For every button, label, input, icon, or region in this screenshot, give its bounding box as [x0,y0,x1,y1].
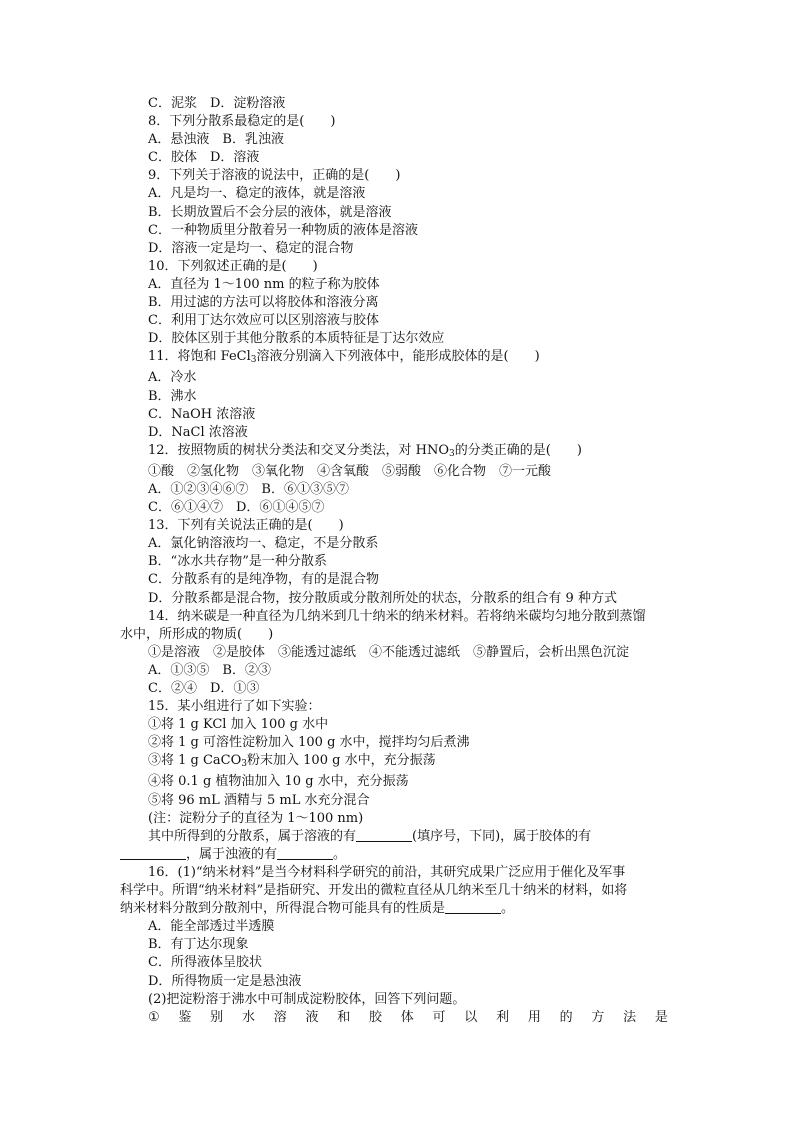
text-line: C．⑥①④⑦ D．⑥①④⑤⑦ [148,500,325,516]
text-line [120,900,668,918]
text-line: (注：淀粉分子的直径为 1～100 nm) [148,810,364,826]
text-line: A．悬浊液 B．乳浊液 [148,132,284,148]
text-line: A．冷水 [148,370,197,386]
text-line: C．胶体 D．溶液 [148,150,260,166]
text-line: A．直径为 1～100 nm 的粒子称为胶体 [148,276,380,292]
question-16: 16．(1)“纳米材料”是当今材料科学研究的前沿，其研究成果广泛应用于催化及军事 [148,864,626,880]
text-line: B．长期放置后不会分层的液体，就是溶液 [148,204,392,220]
text-line: D．胶体区别于其他分散系的本质特征是丁达尔效应 [148,331,445,347]
text-part: 12．按照物质的树状分类法和交叉分类法，对 HNO [148,442,450,458]
text-line: B．“冰水共存物”是一种分散系 [148,554,327,570]
text-line: C．②④ D．①③ [148,681,260,696]
answer-blank[interactable] [445,901,501,914]
justified-char: ① [148,1009,160,1025]
justified-char: 法 [623,1009,637,1025]
justified-text-line [120,1009,668,1027]
text-line: ①将 1 g KCl 加入 100 g 水中 [148,717,329,733]
subscript: 3 [241,759,248,770]
justified-char: 方 [591,1009,605,1025]
justified-char: 胶 [369,1009,383,1025]
subscript: 3 [449,448,455,459]
question-15: 15．某小组进行了如下实验： [148,699,321,715]
text-part: 溶液分别滴入下列液体中，能形成胶体的是( ) [256,349,540,365]
text-line: D．溶液一定是均一、稳定的混合物 [148,240,354,256]
text-line: A．氯化钠溶液均一、稳定，不是分散系 [148,536,379,552]
text-line: B．用过滤的方法可以将胶体和溶液分离 [148,295,379,311]
text-line: C．泥浆 D．淀粉溶液 [148,96,286,111]
justified-char: 鉴 [178,1009,192,1025]
text-line: B．沸水 [148,388,197,404]
justified-char: 液 [305,1009,319,1025]
justified-char: 利 [496,1009,510,1025]
answer-blank[interactable] [277,847,333,860]
justified-char: 体 [400,1009,414,1025]
question-14: 14．纳米碳是一种直径为几纳米到几十纳米的纳米材料。若将纳米碳均匀地分散到蒸馏 [148,608,646,624]
text-line: C．一种物质里分散着另一种物质的液体是溶液 [148,222,418,238]
text-line: ⑤将 96 mL 酒精与 5 mL 水充分混合 [148,792,370,808]
text-line: C．分散系有的是纯净物，有的是混合物 [148,572,379,588]
subscript: 3 [250,355,257,366]
question-13: 13．下列有关说法正确的是( ) [148,518,344,534]
justified-char: 是 [654,1009,668,1025]
text-line: C．利用丁达尔效应可以区别溶液与胶体 [148,313,379,329]
text-line: D．所得物质一定是悬浊液 [148,973,302,989]
justified-char: 的 [559,1009,573,1025]
text-line: ①酸 ②氢化物 ③氧化物 ④含氧酸 ⑤弱酸 ⑥化合物 ⑦一元酸 [148,463,552,479]
question-8: 8．下列分散系最稳定的是( ) [148,114,336,130]
question-11 [120,348,668,369]
text-line: A．①②③④⑥⑦ B．⑥①③⑤⑦ [148,481,349,497]
text-line: C．NaOH 浓溶液 [148,406,256,422]
text-line [120,846,668,864]
text-part: ③将 1 g CaCO [148,753,242,769]
question-9: 9．下列关于溶液的说法中，正确的是( ) [148,168,401,184]
text-part: 。 [501,901,515,917]
text-line [120,828,668,846]
text-part: 粉末加入 100 g 水中，充分振荡 [247,753,436,769]
text-line: ④将 0.1 g 植物油加入 10 g 水中，充分振荡 [148,774,409,790]
text-line: 科学中。所谓“纳米材料”是指研究、开发出的微粒直径从几纳米至几十纳米的材料，如将 [120,883,628,899]
question-10: 10．下列叙述正确的是( ) [148,258,318,274]
justified-char: 可 [432,1009,446,1025]
justified-char: 水 [241,1009,255,1025]
text-line [120,752,668,773]
text-line: ②将 1 g 可溶性淀粉加入 100 g 水中，搅拌均匀后煮沸 [148,735,470,751]
question-text [120,95,668,1027]
text-line: (2)把淀粉溶于沸水中可制成淀粉胶体，回答下列问题。 [148,991,466,1007]
text-part: 。 [333,846,347,862]
text-part: ，属于浊液的有 [186,846,278,862]
text-line: B．有丁达尔现象 [148,937,249,953]
text-part: 纳米材料分散到分散剂中，所得混合物可能具有的性质是 [120,901,446,917]
justified-char: 和 [337,1009,351,1025]
text-line: 水中，所形成的物质( ) [120,626,274,642]
text-line: A．能全部透过半透膜 [148,919,275,935]
answer-blank[interactable] [120,847,186,860]
question-12 [120,442,668,463]
text-line: C．所得液体呈胶状 [148,955,262,971]
text-line: ①是溶液 ②是胶体 ③能透过滤纸 ④不能透过滤纸 ⑤静置后，会析出黑色沉淀 [148,644,630,660]
text-part: 11．将饱和 FeCl [148,349,251,365]
justified-char: 用 [527,1009,541,1025]
text-line: A．①③⑤ B．②③ [148,662,271,678]
text-part: 其中所得到的分散系，属于溶液的有 [148,828,357,844]
text-part: (填序号，下同)，属于胶体的有 [412,828,592,844]
justified-char: 溶 [273,1009,287,1025]
text-part: 的分类正确的是( ) [454,442,582,458]
text-line: D．NaCl 浓溶液 [148,424,248,440]
text-line: A．凡是均一、稳定的液体，就是溶液 [148,186,366,202]
text-line: D．分散系都是混合物，按分散质或分散剂所处的状态，分散系的组合有 9 种方式 [148,590,617,606]
justified-char: 别 [210,1009,224,1025]
answer-blank[interactable] [356,829,412,842]
justified-char: 以 [464,1009,478,1025]
